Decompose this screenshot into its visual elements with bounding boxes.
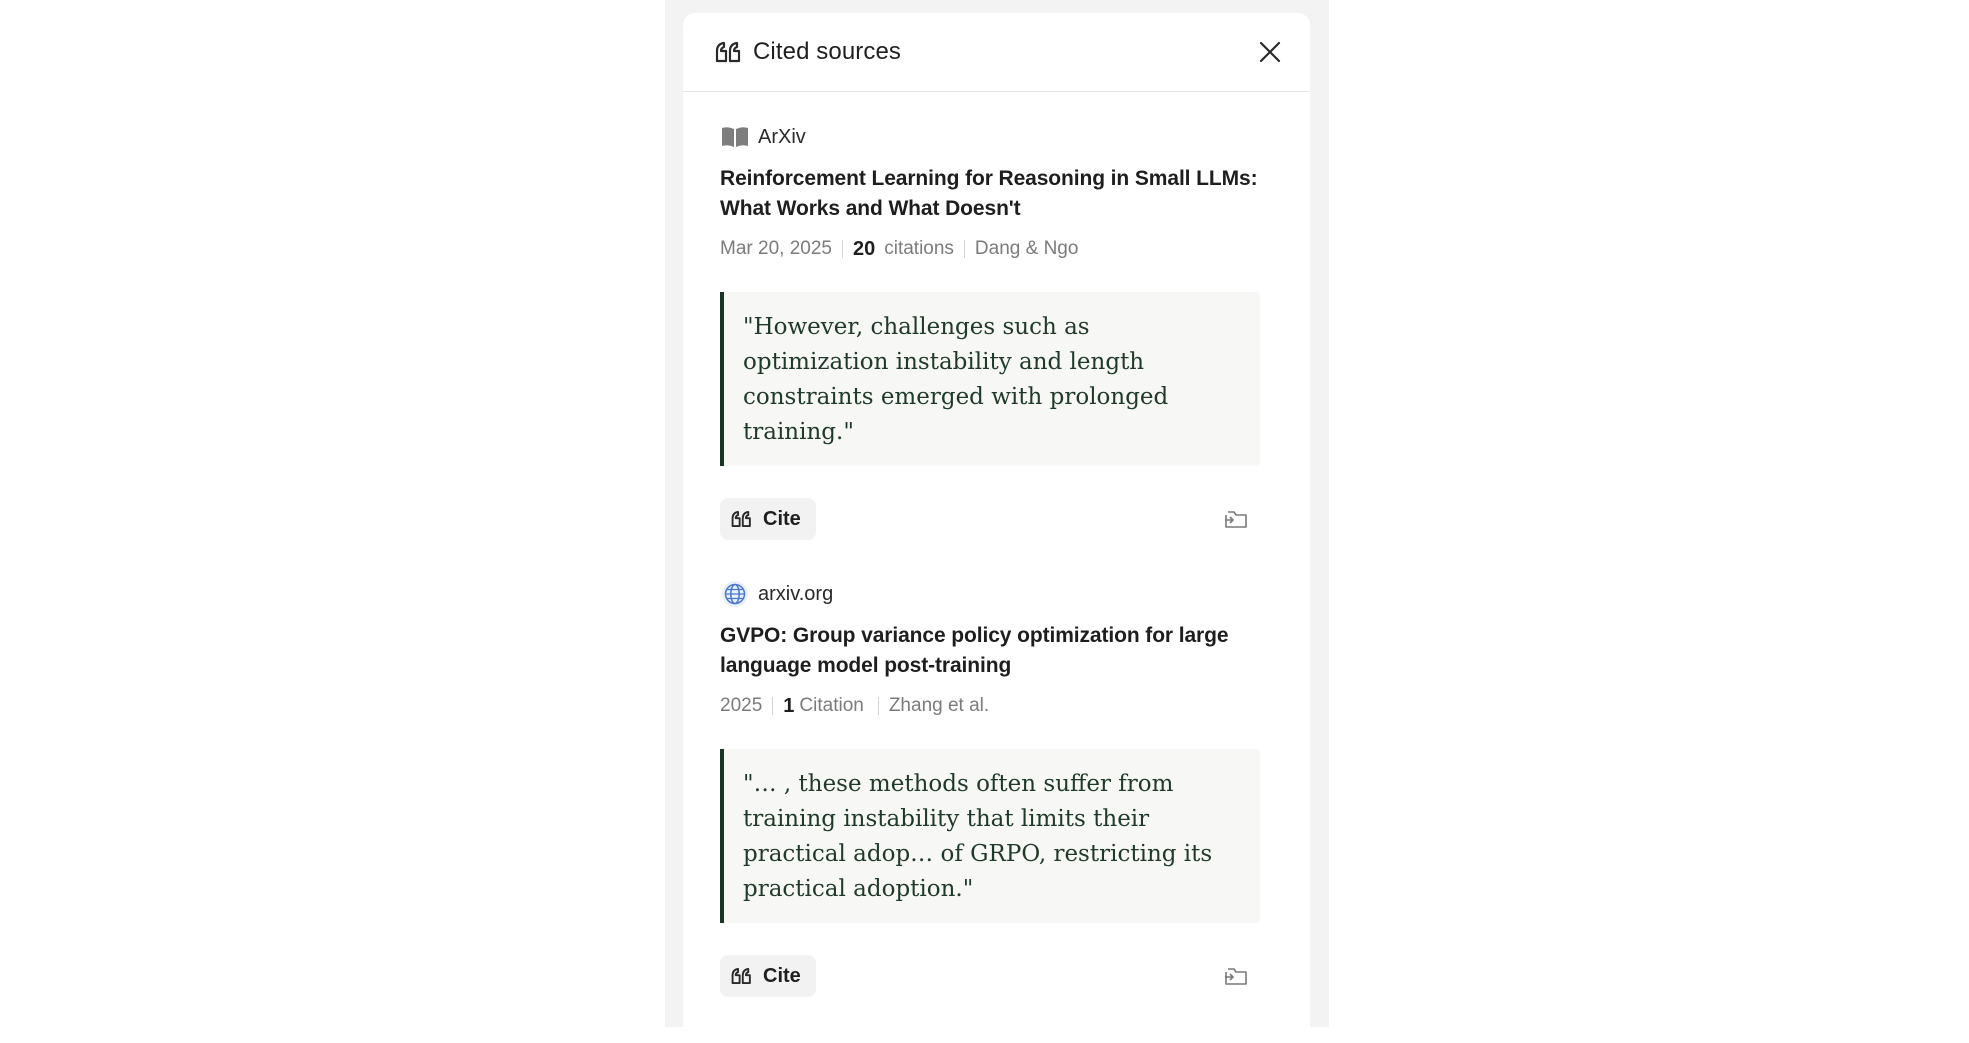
source-name: arxiv.org	[758, 582, 834, 605]
paper-title-link[interactable]: Reinforcement Learning for Reasoning in Small LLMs: What Works and What Doesn't	[720, 167, 1258, 220]
source-name: ArXiv	[758, 125, 806, 148]
add-to-folder-button[interactable]	[1221, 504, 1251, 534]
source-header	[720, 121, 1260, 153]
cite-button[interactable]	[720, 955, 816, 997]
cite-label: Cite	[763, 507, 801, 530]
add-to-folder-icon	[1224, 509, 1248, 529]
citation-count: 20	[852, 237, 876, 260]
book-icon	[720, 122, 750, 152]
citation-label: Citation	[799, 695, 864, 716]
authors: Dang & Ngo	[974, 238, 1079, 259]
cite-button[interactable]	[720, 498, 816, 540]
source-actions	[720, 498, 1260, 540]
publish-date: Mar 20, 2025	[720, 238, 832, 259]
globe-icon	[720, 579, 750, 609]
cited-sources-panel	[683, 13, 1310, 1043]
citation-count: 1	[783, 694, 795, 717]
close-button[interactable]	[1256, 38, 1284, 66]
citation-label: citations	[884, 238, 954, 259]
publish-date: 2025	[720, 695, 763, 716]
paper-meta	[720, 692, 1260, 720]
panel-title: Cited sources	[753, 38, 902, 65]
add-to-folder-icon	[1224, 966, 1248, 986]
add-to-folder-button[interactable]	[1221, 961, 1251, 991]
quote-icon	[715, 41, 743, 63]
quote-icon	[731, 967, 755, 985]
close-icon	[1259, 41, 1281, 63]
source-card	[720, 121, 1260, 540]
paper-meta	[720, 235, 1260, 263]
source-header	[720, 578, 1260, 610]
panel-header	[683, 13, 1310, 92]
divider	[964, 240, 965, 258]
authors: Zhang et al.	[888, 695, 990, 716]
paper-title-link[interactable]: GVPO: Group variance policy optimization for large language model post-training	[720, 624, 1229, 677]
quote-excerpt: "… , these methods often suffer from training instability that limits their practical adop… of GRPO, restricting its practical adoption."	[720, 749, 1260, 923]
source-card	[720, 578, 1260, 997]
divider	[772, 697, 773, 715]
source-actions	[720, 955, 1260, 997]
quote-icon	[731, 510, 755, 528]
divider	[878, 697, 879, 715]
quote-excerpt: "However, challenges such as optimization instability and length constraints emerged with prolonged training."	[720, 292, 1260, 466]
divider	[842, 240, 843, 258]
cite-label: Cite	[763, 964, 801, 987]
